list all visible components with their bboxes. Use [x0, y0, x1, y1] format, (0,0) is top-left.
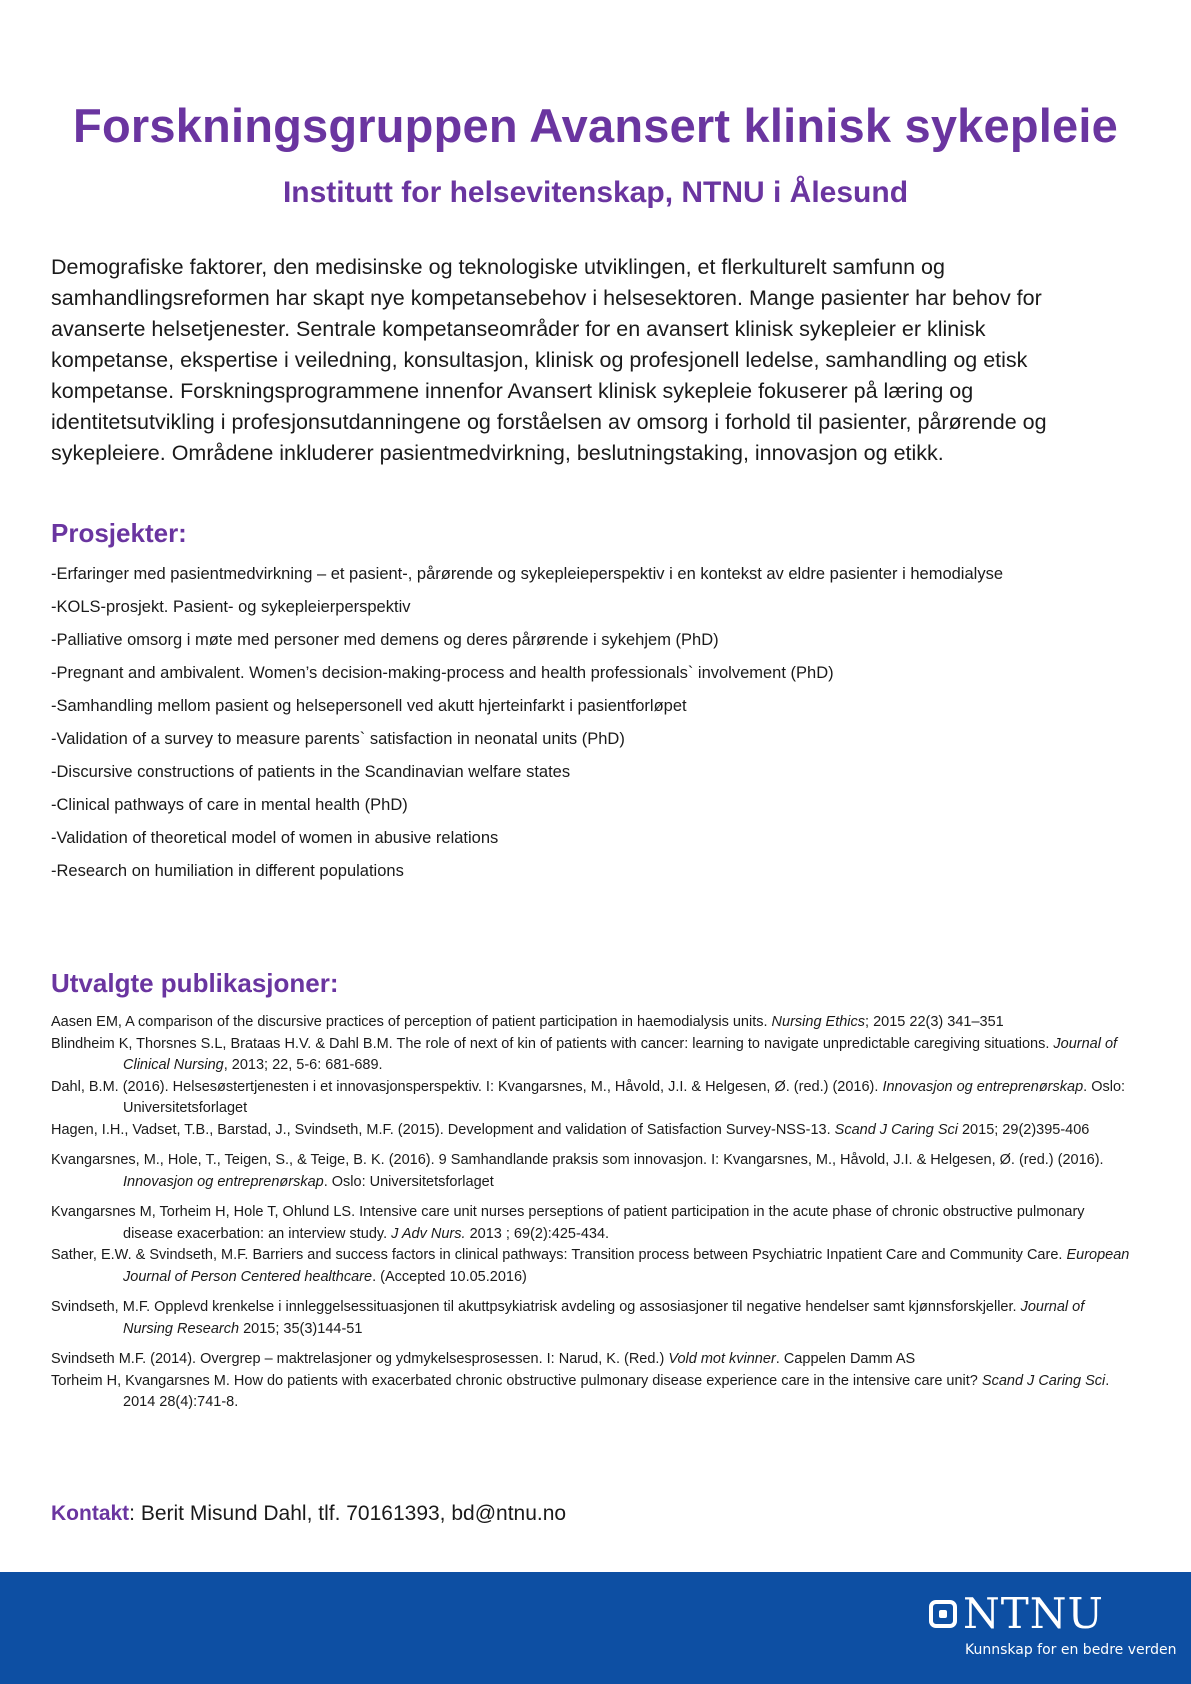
- ntnu-tagline: Kunnskap for en bedre verden: [965, 1642, 1177, 1658]
- projects-heading: Prosjekter:: [51, 518, 187, 548]
- contact-line: [51, 1502, 566, 1526]
- publication-item: Aasen EM, A comparison of the discursive practices of perception of patient participation in haemodialysis units. Nursing Ethics; 2015 22(3) 341–351: [51, 1014, 1004, 1030]
- project-item: -Erfaringer med pasientmedvirkning – et pasient-, pårørende og sykepleieperspektiv i en kontekst av eldre pasienter i hemodialyse: [51, 565, 1003, 583]
- project-item: -Discursive constructions of patients in the Scandinavian welfare states: [51, 763, 571, 781]
- publication-item: Kvangarsnes, M., Hole, T., Teigen, S., & Teige, B. K. (2016). 9 Samhandlande praksis som innovasjon. I: Kvangarsnes, M., Håvold, J.I. & Helgesen, Ø. (red.) (2016). Innovasjon og entreprenørskap. Oslo: Universitetsforlaget: [51, 1152, 1104, 1190]
- publication-item: Svindseth, M.F. Opplevd krenkelse i innleggelsessituasjonen til akuttpsykiatrisk avdeling og assosiasjoner til negative hendelser samt kjønnsforskjeller. Journal of Nursing Research 2015; 35(3)144-51: [51, 1299, 1085, 1337]
- publication-item: Torheim H, Kvangarsnes M. How do patients with exacerbated chronic obstructive pulmonary disease experience care in the intensive care unit? Scand J Caring Sci. 2014 28(4):741-8.: [51, 1372, 1110, 1410]
- footer-band: [0, 1572, 1191, 1684]
- publication-item: Svindseth M.F. (2014). Overgrep – maktrelasjoner og ydmykelsesprosessen. I: Narud, K. (Red.) Vold mot kvinner. Cappelen Damm AS: [51, 1351, 916, 1367]
- publication-item: Hagen, I.H., Vadset, T.B., Barstad, J., Svindseth, M.F. (2015). Development and validation of Satisfaction Survey-NSS-13. Scand J Caring Sci 2015; 29(2)395-406: [51, 1121, 1090, 1138]
- project-item: -Pregnant and ambivalent. Women’s decision-making-process and health professionals` involvement (PhD): [51, 664, 834, 682]
- project-item: -Research on humiliation in different populations: [51, 862, 404, 880]
- publication-item: Blindheim K, Thorsnes S.L, Brataas H.V. & Dahl B.M. The role of next of kin of patients with cancer: learning to navigate unpredictable caregiving situations. Journal of Clinical Nursing, 2013; 22, 5-6: 681-689.: [51, 1035, 1118, 1073]
- project-item: -Clinical pathways of care in mental health (PhD): [51, 796, 408, 814]
- intro-paragraph: Demografiske faktorer, den medisinske og teknologiske utviklingen, et flerkulturelt samfunn og samhandlingsreformen har skapt nye kompetansebehov i helsesektoren. Mange pasienter har behov for avanserte helsetjenester. Sentrale kompetanseområder for en avansert klinisk sykepleier er klinisk kompetanse, ekspertise i veiledning, konsultasjon, klinisk og profesjonell ledelse, samhandling og etisk kompetanse. Forskningsprogrammene innenfor Avansert klinisk sykepleie fokuserer på læring og identitetsutvikling i profesjonsutdanningene og forståelsen av omsorg i forhold til pasienter, pårørende og sykepleiere. Områdene inkluderer pasientmedvirkning, beslutningstaking, innovasjon og etikk.: [51, 255, 1047, 465]
- page-title: Forskningsgruppen Avansert klinisk sykepleie: [73, 99, 1118, 152]
- contact-label: Kontakt: [51, 1502, 130, 1525]
- projects-list: [51, 564, 1141, 894]
- project-item: -Validation of a survey to measure parents` satisfaction in neonatal units (PhD): [51, 730, 625, 748]
- page-subtitle: Institutt for helsevitenskap, NTNU i Ålesund: [282, 176, 909, 209]
- project-item: -KOLS-prosjekt. Pasient- og sykepleierperspektiv: [51, 598, 411, 616]
- contact-details: : Berit Misund Dahl, tlf. 70161393, bd@ntnu.no: [129, 1502, 567, 1525]
- publication-item: Sather, E.W. & Svindseth, M.F. Barriers and success factors in clinical pathways: Transition process between Psychiatric Inpatient Care and Community Care. European Journal of Person Centered healthcare. (Accepted 10.05.2016): [51, 1247, 1130, 1285]
- publication-item: Dahl, B.M. (2016). Helsesøstertjenesten i et innovasjonsperspektiv. I: Kvangarsnes, M., Håvold, J.I. & Helgesen, Ø. (red.) (2016). Innovasjon og entreprenørskap. Oslo: Universitetsforlaget: [51, 1078, 1126, 1116]
- ntnu-logo[interactable]: [929, 1589, 1177, 1666]
- ntnu-wordmark: NTNU: [963, 1589, 1104, 1638]
- project-item: -Samhandling mellom pasient og helsepersonell ved akutt hjerteinfarkt i pasientforløpet: [51, 697, 687, 715]
- ntnu-logo-mark-icon: [929, 1600, 957, 1628]
- publication-item: Kvangarsnes M, Torheim H, Hole T, Ohlund LS. Intensive care unit nurses perseptions of patient participation in the acute phase of chronic obstructive pulmonary disease exacerbation: an interview study. J Adv Nurs. 2013 ; 69(2):425-434.: [51, 1204, 1085, 1242]
- project-item: -Palliative omsorg i møte med personer med demens og deres pårørende i sykehjem (PhD): [51, 631, 719, 649]
- publications-list: [51, 1012, 1131, 1414]
- publications-heading: Utvalgte publikasjoner:: [51, 968, 339, 998]
- project-item: -Validation of theoretical model of women in abusive relations: [51, 829, 499, 847]
